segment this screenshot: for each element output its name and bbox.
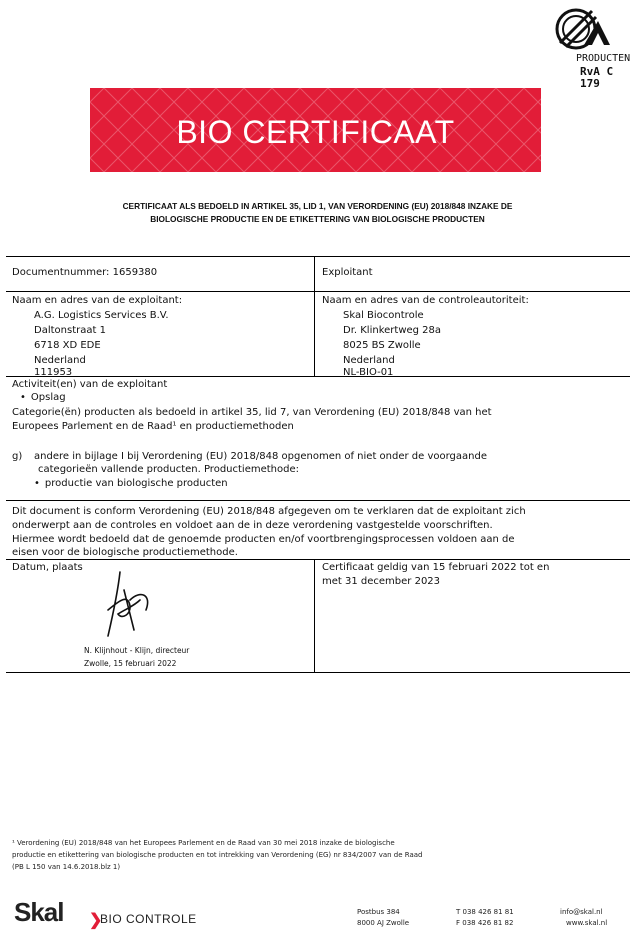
operator-country: Nederland xyxy=(34,355,86,366)
footnote-line1: ¹ Verordening (EU) 2018/848 van het Europees Parlement en de Raad van 30 mei 2018 inzake de biologische xyxy=(12,839,395,847)
chevron-right-icon: ❯ xyxy=(89,912,103,929)
statement-line3: Hiermee wordt bedoeld dat de genoemde producten en/of voortbrengingsprocessen voldoen aan de xyxy=(12,534,515,545)
category-g-letter: g) xyxy=(12,451,23,462)
heading-line1: CERTIFICAAT ALS BEDOELD IN ARTIKEL 35, LID 1, VAN VERORDENING (EU) 2018/848 INZAKE DE xyxy=(122,201,513,211)
footer-email[interactable]: info@skal.nl xyxy=(560,908,603,916)
signature-label: Datum, plaats xyxy=(12,562,83,573)
statement-line4: eisen voor de biologische productiemethode. xyxy=(12,547,238,558)
footnote-line2: productie en etikettering van biologische producten en tot intrekking van Verordening (EG) nr 834/2007 van de Raad xyxy=(12,851,423,859)
footer-web[interactable]: www.skal.nl xyxy=(566,919,608,927)
table-top-border xyxy=(6,256,630,257)
authority-city: 8025 BS Zwolle xyxy=(343,340,421,351)
signer-name: N. Klijnhout - Klijn, directeur xyxy=(84,646,190,655)
skal-logo-subtitle: BIO CONTROLE xyxy=(100,912,197,926)
operator-name: A.G. Logistics Services B.V. xyxy=(34,310,169,321)
footer-postbus: Postbus 384 xyxy=(357,908,400,916)
seal-label-line1: PRODUCTEN xyxy=(576,53,631,64)
document-number: Documentnummer: 1659380 xyxy=(12,267,158,278)
validity-line1: Certificaat geldig van 15 februari 2022 tot en xyxy=(322,562,550,573)
authority-country: Nederland xyxy=(343,355,395,366)
statement-line2: onderwerpt aan de controles en voldoet aan de in deze verordening vastgestelde voorschriften. xyxy=(12,520,493,531)
table-row-divider xyxy=(6,376,630,377)
document-role: Exploitant xyxy=(322,267,373,278)
operator-label: Naam en adres van de exploitant: xyxy=(12,295,183,306)
footer-fax: F 038 426 81 82 xyxy=(456,919,514,927)
activity-label: Activiteit(en) van de exploitant xyxy=(12,379,168,390)
category-g-line2: categorieën vallende producten. Productiemethode: xyxy=(38,464,299,475)
validity-line2: met 31 december 2023 xyxy=(322,576,441,587)
footer-phone: T 038 426 81 81 xyxy=(456,908,514,916)
banner-title: BIO CERTIFICAAT xyxy=(176,114,455,150)
table-row-divider xyxy=(6,559,630,560)
statement-line1: Dit document is conform Verordening (EU) 2018/848 afgegeven om te verklaren dat de exploitant zich xyxy=(12,506,526,517)
authority-label: Naam en adres van de controleautoriteit: xyxy=(322,295,529,306)
activity-item: • Opslag xyxy=(20,391,66,404)
skal-logo: Skal xyxy=(14,897,64,927)
table-row-divider xyxy=(6,500,630,501)
operator-id: 111953 xyxy=(34,367,73,378)
footer-postcode: 8000 AJ Zwolle xyxy=(357,919,410,927)
seal-label-line2: RvA C 179 xyxy=(580,65,614,90)
table-row-divider xyxy=(6,291,630,292)
handwritten-signature xyxy=(100,570,160,640)
authority-code: NL-BIO-01 xyxy=(343,367,394,378)
table-bottom-border xyxy=(6,672,630,673)
category-g-item: • productie van biologische producten xyxy=(34,477,228,490)
footnote-line3: (PB L 150 van 14.6.2018.blz 1) xyxy=(12,863,121,871)
signature-place-date: Zwolle, 15 februari 2022 xyxy=(84,659,177,668)
table-column-divider xyxy=(314,559,315,672)
heading-line2: BIOLOGISCHE PRODUCTIE EN DE ETIKETTERING VAN BIOLOGISCHE PRODUCTEN xyxy=(150,214,485,224)
operator-city: 6718 XD EDE xyxy=(34,340,101,351)
authority-street: Dr. Klinkertweg 28a xyxy=(343,325,442,336)
category-g-line1: andere in bijlage I bij Verordening (EU) 2018/848 opgenomen of niet onder de voorgaande xyxy=(34,451,488,462)
category-line2: Europees Parlement en de Raad¹ en productiemethoden xyxy=(12,421,294,432)
table-column-divider xyxy=(314,256,315,376)
certificate-heading xyxy=(40,200,595,226)
category-line1: Categorie(ën) producten als bedoeld in artikel 35, lid 7, van Verordening (EU) 2018/848 van het xyxy=(12,407,492,418)
certificate-banner xyxy=(90,88,541,172)
rva-accreditation-logo xyxy=(548,5,631,90)
authority-name: Skal Biocontrole xyxy=(343,310,424,321)
operator-street: Daltonstraat 1 xyxy=(34,325,106,336)
